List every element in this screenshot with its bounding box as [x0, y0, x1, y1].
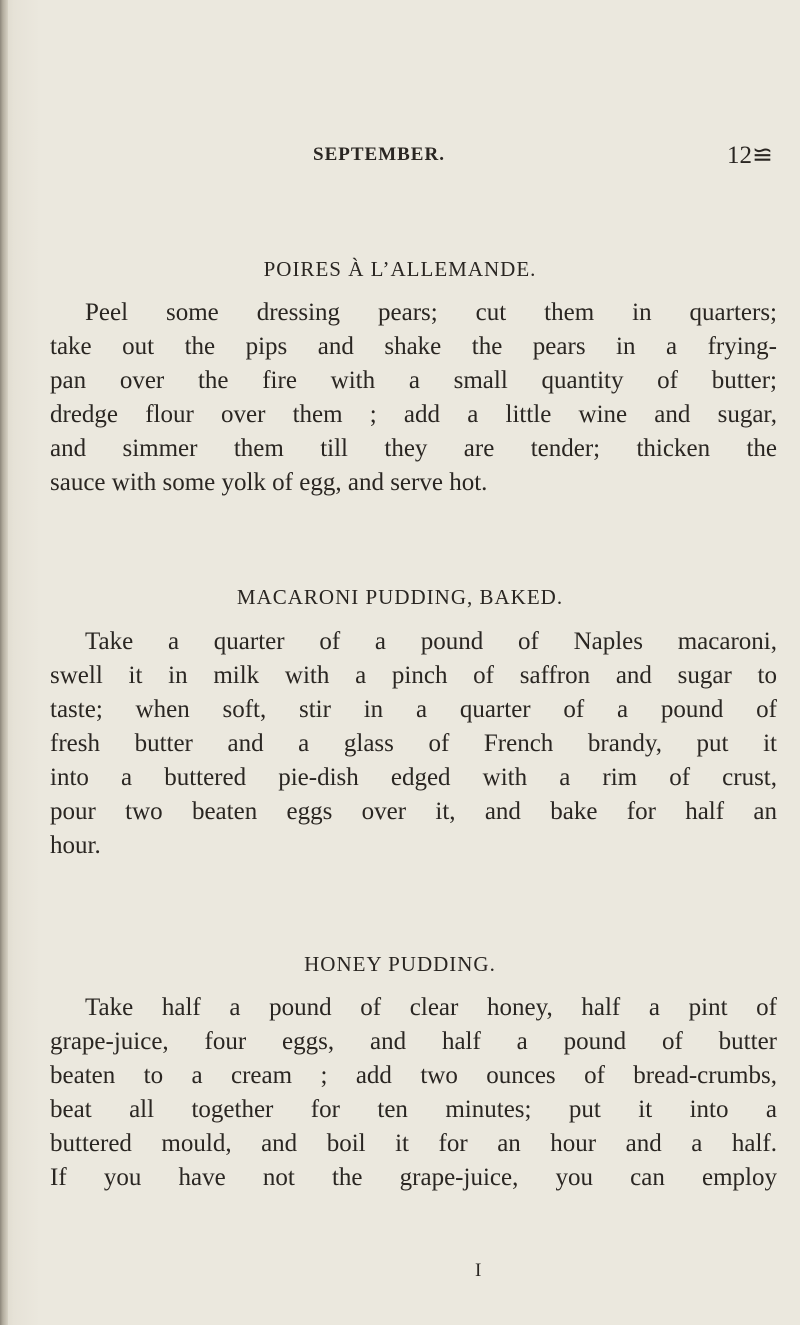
- text-line: and simmer them till they are tender; thicken the: [50, 435, 777, 462]
- text-line: pan over the fire with a small quantity of butter;: [50, 367, 777, 394]
- text-line: Take a quarter of a pound of Naples macaroni,: [85, 628, 777, 655]
- running-head-title: SEPTEMBER.: [313, 144, 445, 165]
- text-line: If you have not the grape-juice, you can employ: [50, 1164, 777, 1191]
- text-line: Take half a pound of clear honey, half a pint of: [85, 994, 777, 1021]
- text-line: grape-juice, four eggs, and half a pound of butter: [50, 1028, 777, 1055]
- page-gutter: [0, 0, 8, 1325]
- text-line: hour.: [50, 832, 101, 859]
- text-line: swell it in milk with a pinch of saffron and sugar to: [50, 662, 777, 689]
- text-line: dredge flour over them ; add a little wine and sugar,: [50, 401, 777, 428]
- signature-mark: I: [475, 1260, 482, 1281]
- text-line: pour two beaten eggs over it, and bake for half an: [50, 798, 777, 825]
- text-line: beaten to a cream ; add two ounces of bread-crumbs,: [50, 1062, 777, 1089]
- running-head: [313, 140, 773, 170]
- text-line: take out the pips and shake the pears in a frying-: [50, 333, 777, 360]
- text-line: taste; when soft, stir in a quarter of a pound of: [50, 696, 777, 723]
- recipe-title-honey: HONEY PUDDING.: [304, 952, 496, 976]
- text-line: into a buttered pie-dish edged with a rim of crust,: [50, 764, 777, 791]
- text-line: Peel some dressing pears; cut them in quarters;: [85, 299, 777, 326]
- page-number: 12≌: [727, 142, 773, 169]
- recipe-title-macaroni: MACARONI PUDDING, BAKED.: [236, 585, 564, 609]
- recipe-title-poires: POIRES À L’ALLEMANDE.: [263, 257, 537, 281]
- text-line: beat all together for ten minutes; put it into a: [50, 1096, 777, 1123]
- text-line: buttered mould, and boil it for an hour and a half.: [50, 1130, 777, 1157]
- text-line: fresh butter and a glass of French brandy, put it: [50, 730, 777, 757]
- text-line: sauce with some yolk of egg, and serve hot.: [50, 469, 488, 496]
